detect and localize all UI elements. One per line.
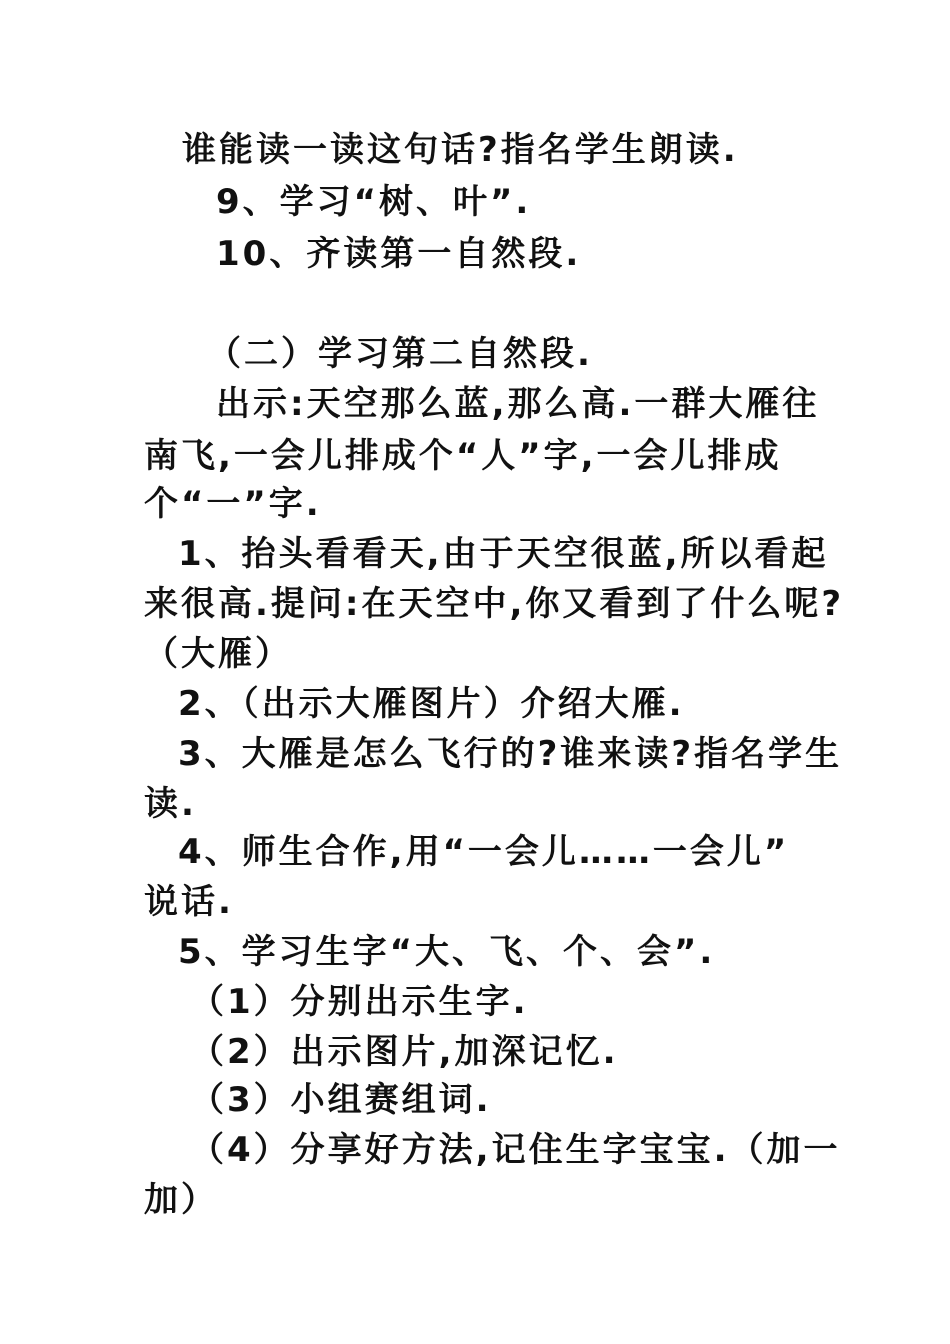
text-line-5: 出示:天空那么蓝,那么高.一群大雁往 (216, 384, 820, 424)
text-line-15: 说话. (144, 882, 234, 922)
text-line-13: 读. (144, 784, 197, 824)
text-line-18: （2）出示图片,加深记忆. (190, 1032, 619, 1072)
text-line-7: 个“一”字. (144, 484, 322, 524)
section-heading: （二）学习第二自然段. (207, 334, 593, 374)
text-line-17: （1）分别出示生字. (190, 982, 529, 1022)
text-line-8: 1、抬头看看天,由于天空很蓝,所以看起 (178, 534, 829, 574)
text-line-3: 10、齐读第一自然段. (216, 234, 582, 274)
text-line-21: 加） (144, 1180, 218, 1220)
text-line-19: （3）小组赛组词. (190, 1080, 492, 1120)
text-line-9: 来很高.提问:在天空中,你又看到了什么呢? (144, 584, 845, 624)
text-line-10: （大雁） (144, 634, 292, 674)
text-line-11: 2、（出示大雁图片）介绍大雁. (178, 684, 685, 724)
text-line-1: 谁能读一读这句话?指名学生朗读. (182, 130, 739, 170)
text-line-12: 3、大雁是怎么飞行的?谁来读?指名学生 (178, 734, 843, 774)
text-line-2: 9、学习“树、叶”. (216, 182, 532, 222)
text-line-6: 南飞,一会儿排成个“人”字,一会儿排成 (144, 436, 782, 476)
text-line-16: 5、学习生字“大、飞、个、会”. (178, 932, 716, 972)
text-line-20: （4）分享好方法,记住生字宝宝.（加一 (190, 1130, 841, 1170)
text-line-14: 4、师生合作,用“一会儿……一会儿” (178, 832, 790, 872)
